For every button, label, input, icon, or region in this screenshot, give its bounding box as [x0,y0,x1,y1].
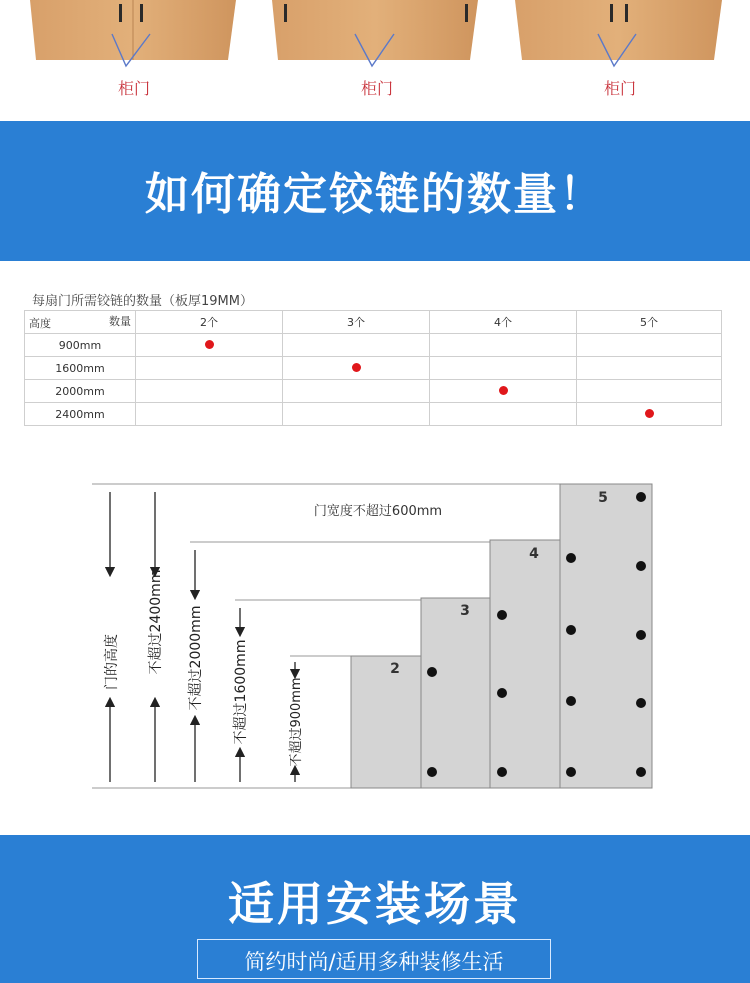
hinge-dot [497,610,507,620]
door-label-3: 柜门 [603,79,636,98]
hinge-dot [427,667,437,677]
corner-quantity-label: 数量 [109,315,131,328]
panel-number-3: 3 [460,603,470,619]
row-height-label: 900mm [25,334,136,357]
table-row-2000 [25,380,722,403]
table-row-900 [25,334,722,357]
hinge-count-marker [352,363,361,372]
corner-height-label: 高度 [29,317,51,330]
hinge-dot [566,625,576,635]
hinge-count-marker [205,340,214,349]
column-header-5: 5个 [577,311,722,334]
height-label-2400: 不超过2400mm [148,569,164,675]
height-label-1600: 不超过1600mm [233,639,249,745]
hinge-dot [636,630,646,640]
column-header-3: 3个 [283,311,430,334]
table-title: 每扇门所需铰链的数量（板厚19MM） [32,294,253,309]
hinge-dot [636,698,646,708]
door-width-label: 门宽度不超过600mm [313,504,443,519]
banner-title-hinge-count: 如何确定铰链的数量！ [145,169,605,220]
row-height-label: 2400mm [25,403,136,426]
height-label-2000: 不超过2000mm [188,605,204,711]
row-height-label: 1600mm [25,357,136,380]
column-header-2: 2个 [136,311,283,334]
hinge-dot [566,553,576,563]
banner-subtitle: 简约时尚/适用多种装修生活 [244,950,504,974]
table-row-1600 [25,357,722,380]
hinge-dot [427,767,437,777]
height-label-900: 不超过900mm [289,677,304,767]
panel-number-2: 2 [390,661,400,677]
hinge-dot [566,696,576,706]
hinge-count-table [24,310,722,426]
cabinet-door-2 [272,0,478,60]
row-height-label: 2000mm [25,380,136,403]
cabinet-door-3 [515,0,722,60]
table-header-row [25,311,722,334]
column-header-4: 4个 [430,311,577,334]
panel-number-4: 4 [529,546,539,562]
door-label-2: 柜门 [360,79,393,98]
cabinet-illustration [0,0,750,121]
hinge-dot [636,492,646,502]
hinge-dot [497,767,507,777]
banner-title-scenes: 适用安装场景 [228,877,522,931]
hinge-count-marker [645,409,654,418]
table-corner-cell [25,311,136,334]
hinge-dot [566,767,576,777]
hinge-placement-diagram [0,470,750,800]
hinge-count-marker [499,386,508,395]
hinge-dot [636,767,646,777]
cabinet-door-illustrations [0,0,750,121]
door-height-label: 门的高度 [104,634,120,690]
hinge-dot [497,688,507,698]
table-row-2400 [25,403,722,426]
door-label-1: 柜门 [117,79,150,98]
panel-number-5: 5 [598,490,608,506]
hinge-dot [636,561,646,571]
